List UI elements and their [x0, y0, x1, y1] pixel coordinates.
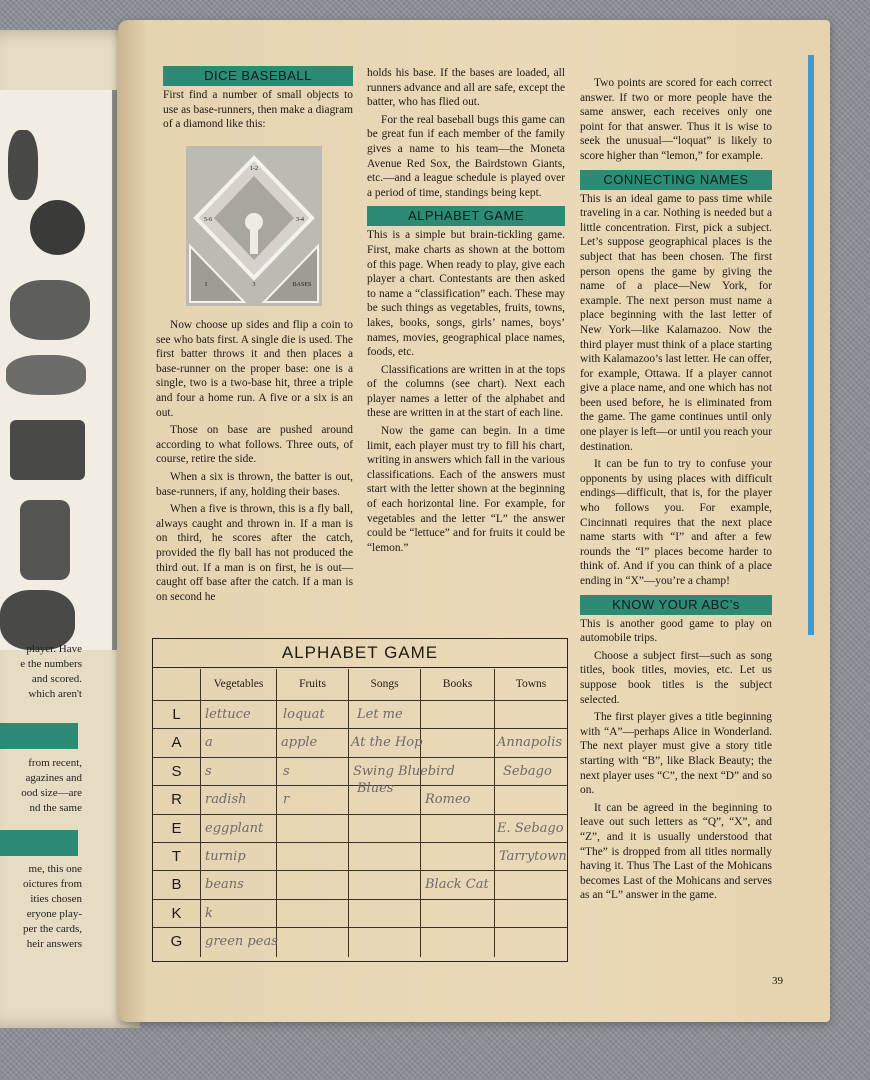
- chart-cell: [421, 928, 495, 956]
- diagram-label-bases: BASES: [292, 282, 312, 288]
- chart-cell: [495, 928, 567, 956]
- dice-baseball-column: [163, 66, 353, 135]
- alphabet-game-heading: ALPHABET GAME: [367, 206, 565, 226]
- left-text-6: agazines and: [25, 772, 82, 784]
- chart-handwritten-answer: At the Hop: [351, 735, 423, 751]
- chart-handwritten-answer: radish: [205, 792, 247, 808]
- chart-handwritten-answer: eggplant: [205, 820, 264, 836]
- chart-handwritten-answer: lettuce: [205, 707, 251, 722]
- chart-handwritten-answer: s: [283, 763, 290, 779]
- left-page-illustration: [0, 90, 117, 650]
- diagram-label-home: 3: [252, 282, 256, 288]
- chart-handwritten-answer: green peas: [205, 934, 278, 950]
- chart-header-fruits: Fruits: [277, 669, 349, 701]
- col2-p3: This is a simple but brain-tickling game. First, make charts as shown at the bottom of this page. When ready to play, give each player a chart. Contestants are then asked to name a “classification” each. These may be such things as vegetables, fruits, towns, lakes, books, songs, girls’ names, boys’ names, movies, geographical place names, foods, etc.: [367, 229, 565, 359]
- chart-cell: [349, 900, 421, 928]
- know-your-abcs-heading: KNOW YOUR ABC’s: [580, 595, 772, 615]
- chart-header-songs: Songs: [349, 669, 421, 701]
- alphabet-game-chart: [152, 638, 568, 962]
- dice-baseball-rules: [156, 318, 353, 607]
- chart-handwritten-answer: Annapolis: [497, 735, 563, 751]
- dice-baseball-heading: DICE BASEBALL: [163, 66, 353, 86]
- chart-row-letter: E: [153, 815, 201, 843]
- col3-p6: The first player gives a title beginning with “A”—perhaps Alice in Wonderland. The next player must give a story title starting with “B”, like Black Beauty; the next player uses “C”, the next “D” and so on.: [580, 711, 772, 797]
- chart-row-letter: L: [153, 701, 201, 729]
- chart-cell: [421, 815, 495, 843]
- chart-cell: [277, 928, 349, 956]
- gloves-icon: [10, 280, 90, 340]
- chart-handwritten-answer: k: [205, 905, 213, 921]
- food-icon: [0, 590, 75, 650]
- chart-cell: [277, 871, 349, 899]
- col3-p7: It can be agreed in the beginning to leave out such letters as “Q”, “X”, and “Z”, and it is usually understood that “The” is dropped from all titles normally having it. Thus The Last of the Mohicans becomes Last of the Mohicans and serves as an “L” answer in the game.: [580, 801, 772, 902]
- left-text-11: ities chosen: [30, 893, 82, 905]
- left-text-1: player. Have: [26, 643, 82, 655]
- chart-handwritten-answer: r: [283, 792, 290, 808]
- spoon-icon: [6, 355, 86, 395]
- dice-p2: Those on base are pushed around according to what follows. Three outs, of course, retire the side.: [156, 424, 353, 466]
- col2-p2: For the real baseball bugs this game can be great fun if each member of the family gives a name to his team—the Moneta Avenue Red Sox, the Bairdstown Giants, etc.—and a league schedule is played over a period of time, standings being kept.: [367, 113, 565, 199]
- left-text-5: from recent,: [28, 757, 82, 769]
- clock-icon: [30, 200, 85, 255]
- chart-handwritten-answer: Black Cat: [425, 877, 489, 893]
- left-text-10: oictures from: [23, 878, 82, 890]
- chart-handwritten-answer: Sebago: [503, 763, 552, 779]
- chart-corner-cell: [153, 669, 201, 701]
- chart-row-letter: K: [153, 900, 201, 928]
- left-text-9: me, this one: [28, 863, 82, 875]
- chart-row-letter: A: [153, 729, 201, 757]
- chart-header-towns: Towns: [495, 669, 567, 701]
- chart-cell: [495, 701, 567, 729]
- left-text-8: nd the same: [29, 802, 82, 814]
- col3-p1: Two points are scored for each correct answer. If two or more people have the same answer, each receives only one point for that answer. Thus it is wise to seek the unusual—“loquat” is likely to score higher than “lemon,” for example.: [580, 77, 772, 162]
- connecting-names-heading: CONNECTING NAMES: [580, 170, 772, 190]
- chart-cell: [421, 843, 495, 871]
- chart-row-letter: T: [153, 843, 201, 871]
- left-text-12: eryone play-: [26, 908, 82, 920]
- alphabet-game-column: [367, 66, 565, 558]
- connecting-names-column: [580, 76, 772, 906]
- col3-p5: Choose a subject first—such as song titles, book titles, movies, etc. Let us suppose book titles is the subject selected.: [580, 649, 772, 706]
- chart-cell: [349, 815, 421, 843]
- left-text-3: and scored.: [31, 673, 82, 685]
- chart-handwritten-answer: Swing Bluebird: [353, 763, 455, 779]
- dice-intro: First find a number of small objects to use as base-runners, then make a diagram of a diamond like this:: [163, 89, 353, 131]
- col3-p3: It can be fun to try to confuse your opponents by using places with difficult endings—difficult, that is, for the player who follows you. For example, Cincinnati requires that the next place name starts with “I” and after a few rounds the “I” places become harder to think of. And if you can think of a place ending in “X”—you’re a champ!: [580, 458, 772, 587]
- chart-row-letter: R: [153, 786, 201, 814]
- chart-cell: [495, 786, 567, 814]
- chart-row-letter: G: [153, 928, 201, 956]
- left-text-14: heir answers: [26, 938, 82, 950]
- col3-p4: This is another good game to play on automobile trips.: [580, 617, 772, 645]
- jacket-icon: [20, 500, 70, 580]
- left-heading-bar-2: [0, 830, 78, 856]
- left-heading-bar-1: [0, 723, 78, 749]
- chart-handwritten-answer: a: [205, 735, 213, 751]
- chart-cell: [277, 900, 349, 928]
- col3-p2: This is an ideal game to pass time while traveling in a car. Nothing is needed but a little concentration. First, pick a subject. Let’s suppose geographical places is the subject that has been chosen. The first person opens the game by giving the name of a place—New York, for example. The next person must name a place beginning with the last letter of New York—like Kalamazoo. Now the third player must think of a place starting with Kalamazoo’s last letter. He can offer, for example, Ottawa. If a player cannot give a place name, and one which has not been used before, he is eliminated from the game. The game continues until only one player is left—or until you reach your destination.: [580, 192, 772, 453]
- chart-cell: [495, 900, 567, 928]
- dice-p4: When a five is thrown, this is a fly ball, always caught and thrown in. If a man is on third, he scores after the catch, provided the fly ball has not produced the third out. If a man is on first, he is out—caught off base after the catch. If a man is on second he: [156, 503, 353, 603]
- diagram-label-third: 5-6: [204, 217, 212, 223]
- chart-cell: [201, 758, 277, 786]
- left-text-13: per the cards,: [23, 923, 82, 935]
- chart-cell: [421, 701, 495, 729]
- chart-handwritten-answer: E. Sebago: [497, 820, 564, 836]
- chart-cell: [421, 900, 495, 928]
- chart-cell: [349, 843, 421, 871]
- chart-handwritten-answer: Tarrytown: [499, 849, 567, 864]
- left-text-7: ood size—are: [21, 787, 82, 799]
- diamond-svg: [186, 146, 322, 306]
- chart-header-books: Books: [421, 669, 495, 701]
- col2-p1: holds his base. If the bases are loaded, all runners advance and all are safe, except the batter, who has flied out.: [367, 67, 565, 109]
- left-text-4: which aren't: [28, 688, 82, 700]
- chart-handwritten-answer: loquat: [283, 707, 325, 722]
- chart-handwritten-answer: Romeo: [425, 792, 471, 808]
- col2-p5: Now the game can begin. In a time limit, each player must try to fill his chart, writing in answers which fall in the various classifications. Each of the answers must start with the letter shown at the beginning of each horizontal line. For example, for vegetables and the letter “L” the answer could be “lettuce” and for fruits it could be “lemon.”: [367, 425, 565, 554]
- chart-cell: [349, 871, 421, 899]
- chart-handwritten-answer: apple: [281, 735, 318, 751]
- diagram-label-first: 3-4: [296, 217, 304, 223]
- diagram-label-out: 1: [204, 282, 208, 288]
- left-text-2: e the numbers: [20, 658, 82, 670]
- chart-cell: [277, 843, 349, 871]
- page-edge-strip: [808, 55, 814, 635]
- chart-handwritten-answer: s: [205, 763, 212, 779]
- dice-p1: Now choose up sides and flip a coin to see who bats first. A single die is used. The first batter throws it and then places a base-runner on the proper base: one is a single, two is a two-base hit, three a triple and four a home run. A five or a six is an out.: [156, 319, 353, 419]
- dice-p3: When a six is thrown, the batter is out, base-runners, if any, holding their bases.: [156, 470, 353, 498]
- chart-cell: [421, 729, 495, 757]
- chart-row-letter: B: [153, 871, 201, 899]
- chart-handwritten-answer: turnip: [205, 849, 246, 864]
- col2-p4: Classifications are written in at the tops of the columns (see chart). Next each player names a letter of the alphabet and these are written in at the start of each line.: [367, 363, 565, 420]
- page-number: 39: [772, 975, 783, 987]
- chart-cell: [277, 815, 349, 843]
- chart-handwritten-answer: Blues: [357, 780, 394, 796]
- chart-handwritten-answer: beans: [205, 877, 244, 893]
- chart-row-letter: S: [153, 758, 201, 786]
- box-icon: [10, 420, 85, 480]
- chart-cell: [495, 871, 567, 899]
- sundae-glass-icon: [8, 130, 38, 200]
- chart-title: ALPHABET GAME: [153, 639, 567, 668]
- chart-cell: [349, 928, 421, 956]
- chart-handwritten-answer: Let me: [357, 707, 403, 722]
- chart-header-vegetables: Vegetables: [201, 669, 277, 701]
- diagram-label-second: 1-2: [250, 166, 258, 172]
- baseball-diamond-diagram: [186, 146, 322, 306]
